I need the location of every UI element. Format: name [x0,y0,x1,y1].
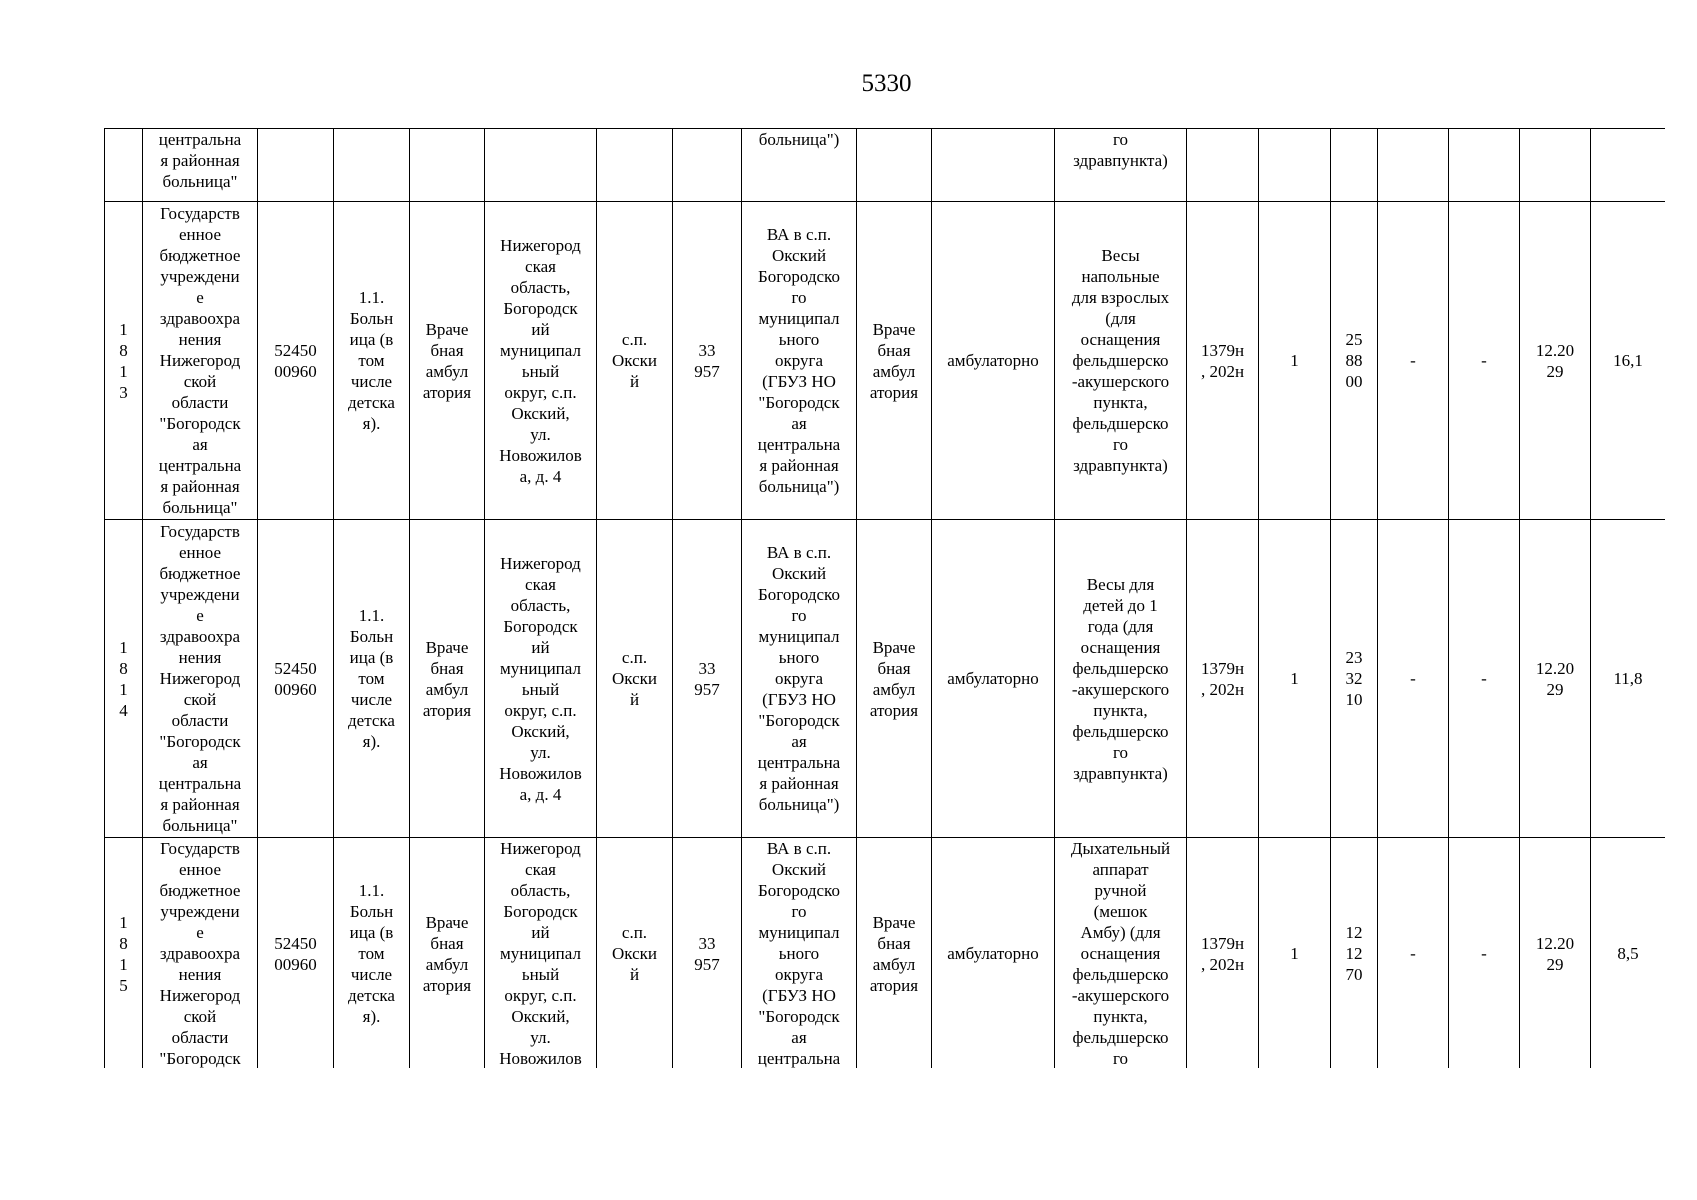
quantity-cell [1259,838,1331,1069]
data-table-container [104,128,1665,1068]
department-cell: Враче бная амбул атория [857,202,932,520]
category-cell: 1.1. Больн ица (в том числе детска я). [334,202,410,520]
sum-cell [1591,838,1666,1069]
column-14-text: - [1481,944,1487,963]
column-14-cell [1449,129,1520,202]
address-text: Нижегород ская область, Богородск ий муниципал ьный округ, с.п. Окский, ул. Новожилов [499,839,582,1068]
quantity-text: 1 [1290,944,1299,963]
care-mode-cell [932,838,1055,1069]
unit-cell: больница") [742,129,857,202]
organization-cell: Государств енное бюджетное учреждени е здравоохра нения Нижегород ской области "Богородск ая центральна я районная больница" [143,520,258,838]
order-cell: 1379н , 202н [1187,520,1259,838]
organization-cell: центральна я районная больница" [143,129,258,202]
column-13-text: - [1410,944,1416,963]
oktmo-cell [673,129,742,202]
equipment-cell: Весы напольные для взрослых (для оснащения фельдшерско -акушерского пункта, фельдшерско го здравпункта) [1055,202,1187,520]
settlement-cell [597,129,673,202]
page-number: 5330 [861,70,912,97]
care-mode-cell: амбулаторно [932,520,1055,838]
column-14-cell: - [1449,202,1520,520]
table-row [105,838,1666,1069]
settlement-text: с.п. Окски й [611,923,657,984]
department-cell: Враче бная амбул атория [857,520,932,838]
unit-cell [742,838,857,1069]
sum-cell [1591,129,1666,202]
row-number-cell [105,129,143,202]
date-cell [1520,838,1591,1069]
category-cell [334,838,410,1069]
row-number-cell: 1 8 1 3 [105,202,143,520]
column-13-cell: - [1378,520,1449,838]
oktmo-cell [673,838,742,1069]
equipment-cell: Весы для детей до 1 года (для оснащения фельдшерско -акушерского пункта, фельдшерско го здравпункта) [1055,520,1187,838]
equipment-table [104,128,1665,1068]
date-cell [1520,129,1591,202]
facility-type-cell [410,838,485,1069]
column-13-cell: - [1378,202,1449,520]
unit-cell: ВА в с.п. Окский Богородско го муниципал ьного округа (ГБУЗ НО "Богородск ая центральна я районная больница") [742,202,857,520]
price-cell [1331,129,1378,202]
column-14-cell [1449,838,1520,1069]
sum-text: 8,5 [1617,944,1639,963]
department-text: Враче бная амбул атория [869,912,919,995]
facility-type-cell: Враче бная амбул атория [410,520,485,838]
code-cell: 52450 00960 [258,520,334,838]
order-cell: 1379н , 202н [1187,202,1259,520]
organization-cell: Государств енное бюджетное учреждени е здравоохра нения Нижегород ской области "Богородск ая центральна я районная больница" [143,202,258,520]
department-cell [857,838,932,1069]
code-cell [258,838,334,1069]
facility-type-cell [410,129,485,202]
facility-type-cell: Враче бная амбул атория [410,202,485,520]
sum-cell: 16,1 [1591,202,1666,520]
address-cell [485,838,597,1069]
settlement-cell [597,838,673,1069]
table-row [105,202,1666,520]
row-number-cell [105,838,143,1069]
category-cell: 1.1. Больн ица (в том числе детска я). [334,520,410,838]
care-mode-cell: амбулаторно [932,202,1055,520]
organization-cell [143,838,258,1069]
settlement-cell: с.п. Окски й [597,520,673,838]
code-cell [258,129,334,202]
address-cell: Нижегород ская область, Богородск ий муниципал ьный округ, с.п. Окский, ул. Новожилов а, д. 4 [485,202,597,520]
sum-cell: 11,8 [1591,520,1666,838]
settlement-cell: с.п. Окски й [597,202,673,520]
column-13-cell [1378,129,1449,202]
price-cell [1331,838,1378,1069]
price-cell: 23 32 10 [1331,520,1378,838]
order-cell [1187,129,1259,202]
equipment-cell [1055,838,1187,1069]
care-mode-text: амбулаторно [947,944,1039,963]
code-text: 52450 00960 [274,933,317,974]
quantity-cell [1259,129,1331,202]
column-14-cell: - [1449,520,1520,838]
organization-text: Государств енное бюджетное учреждени е здравоохра нения Нижегород ской области "Богородск [159,839,241,1068]
department-cell [857,129,932,202]
price-text: 12 12 70 [1345,923,1363,984]
address-cell: Нижегород ская область, Богородск ий муниципал ьный округ, с.п. Окский, ул. Новожилов а, д. 4 [485,520,597,838]
order-cell [1187,838,1259,1069]
category-text: 1.1. Больн ица (в том числе детска я). [348,881,395,1026]
price-cell: 25 88 00 [1331,202,1378,520]
facility-type-text: Враче бная амбул атория [422,912,472,995]
equipment-text: Дыхательный аппарат ручной (мешок Амбу) (для оснащения фельдшерско -акушерского пункта, фельдшерско го [1070,839,1171,1068]
table-row [105,520,1666,838]
date-cell: 12.20 29 [1520,520,1591,838]
row-number-cell: 1 8 1 4 [105,520,143,838]
unit-cell: ВА в с.п. Окский Богородско го муниципал ьного округа (ГБУЗ НО "Богородск ая центральна я районная больница") [742,520,857,838]
table-row [105,129,1666,202]
oktmo-text: 33 957 [694,933,720,974]
oktmo-cell: 33 957 [673,202,742,520]
code-cell: 52450 00960 [258,202,334,520]
date-text: 12.20 29 [1535,933,1575,974]
address-cell [485,129,597,202]
column-13-cell [1378,838,1449,1069]
unit-text: ВА в с.п. Окский Богородско го муниципал ьного округа (ГБУЗ НО "Богородск ая центральна [757,839,841,1068]
order-text: 1379н , 202н [1200,933,1245,974]
quantity-cell: 1 [1259,202,1331,520]
date-cell: 12.20 29 [1520,202,1591,520]
care-mode-cell [932,129,1055,202]
quantity-cell: 1 [1259,520,1331,838]
category-cell [334,129,410,202]
equipment-cell: го здравпункта) [1055,129,1187,202]
row-number-text: 1 8 1 5 [119,912,128,995]
oktmo-cell: 33 957 [673,520,742,838]
